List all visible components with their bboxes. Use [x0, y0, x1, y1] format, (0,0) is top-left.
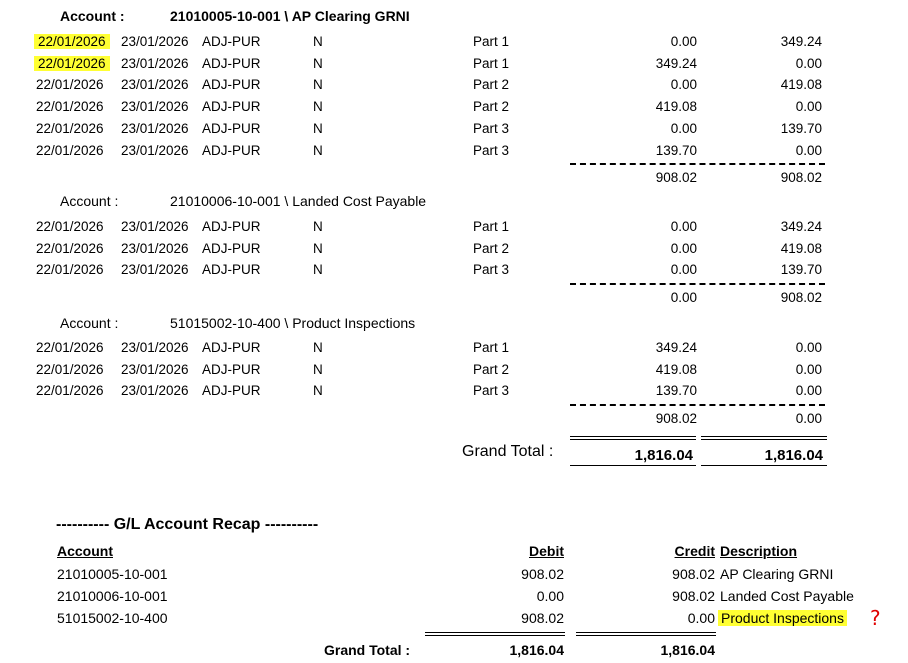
recap-header-credit: Credit [674, 543, 715, 559]
ledger-cell-date1: 22/01/2026 [36, 120, 104, 136]
grand-total-debit: 1,816.04 [634, 447, 693, 464]
ledger-cell-flag: N [313, 142, 323, 158]
ledger-cell-date2: 23/01/2026 [121, 240, 189, 256]
ledger-cell-credit: 0.00 [795, 383, 822, 399]
recap-cell-credit: 0.00 [687, 610, 715, 626]
ledger-cell-part: Part 3 [473, 120, 510, 136]
ledger-cell-date1: 22/01/2026 [36, 219, 104, 234]
ledger-cell-type: ADJ-PUR [202, 240, 261, 256]
ledger-cell-flag: N [313, 383, 323, 399]
ledger-cell-credit: 0.00 [795, 340, 822, 355]
ledger-cell-date2: 23/01/2026 [121, 361, 189, 377]
subtotal-dashed-rule [570, 163, 825, 165]
ledger-cell-date1: 22/01/2026 [36, 383, 104, 399]
recap-header-account: Account [57, 543, 113, 559]
recap-cell-account: 21010006-10-001 [57, 588, 168, 604]
grand-total-underline-credit [701, 465, 827, 466]
ledger-cell-debit: 0.00 [670, 219, 697, 234]
ledger-cell-debit: 0.00 [670, 120, 697, 136]
ledger-cell-debit: 0.00 [670, 240, 697, 256]
ledger-cell-type: ADJ-PUR [202, 142, 261, 158]
subtotal-dashed-rule [570, 404, 825, 406]
ledger-cell-type: ADJ-PUR [202, 120, 261, 136]
subtotal-credit: 908.02 [780, 170, 822, 186]
ledger-cell-type: ADJ-PUR [202, 262, 261, 278]
subtotal-debit: 908.02 [655, 170, 697, 186]
ledger-cell-date2: 23/01/2026 [121, 99, 189, 115]
ledger-cell-credit: 419.08 [780, 240, 822, 256]
ledger-cell-credit: 0.00 [795, 99, 822, 115]
subtotal-debit: 908.02 [655, 411, 697, 427]
handwritten-question-mark: ? [870, 606, 881, 630]
ledger-cell-debit: 139.70 [655, 383, 697, 399]
ledger-cell-type: ADJ-PUR [202, 55, 261, 71]
ledger-cell-date1: 22/01/2026 [36, 240, 104, 256]
ledger-cell-date2: 23/01/2026 [121, 262, 189, 278]
ledger-cell-debit: 349.24 [655, 340, 697, 355]
ledger-cell-credit: 349.24 [780, 219, 822, 234]
account-label-2: Account : [60, 193, 119, 209]
ledger-cell-part: Part 2 [473, 240, 510, 256]
recap-grand-total-label: Grand Total : [324, 642, 411, 658]
recap-grand-total-credit: 1,816.04 [660, 642, 715, 658]
ledger-cell-flag: N [313, 262, 323, 278]
ledger-cell-flag: N [313, 34, 323, 49]
ledger-cell-debit: 139.70 [655, 142, 697, 158]
ledger-cell-credit: 0.00 [795, 361, 822, 377]
ledger-cell-date1: 22/01/2026 [36, 340, 104, 355]
ledger-cell-date2: 23/01/2026 [121, 219, 189, 234]
account-title-2: 21010006-10-001 \ Landed Cost Payable [170, 193, 427, 209]
ledger-cell-part: Part 1 [473, 340, 510, 355]
ledger-cell-date2: 23/01/2026 [121, 383, 189, 399]
recap-total-rule-credit [576, 632, 716, 636]
ledger-cell-date1: 22/01/2026 [36, 361, 104, 377]
ledger-cell-date2: 23/01/2026 [121, 340, 189, 355]
ledger-cell-debit: 419.08 [655, 99, 697, 115]
grand-total-label: Grand Total : [462, 443, 554, 460]
ledger-cell-date2: 23/01/2026 [121, 142, 189, 158]
ledger-cell-type: ADJ-PUR [202, 77, 261, 93]
ledger-cell-debit: 0.00 [670, 262, 697, 278]
recap-cell-account: 51015002-10-400 [57, 610, 168, 626]
recap-cell-account: 21010005-10-001 [57, 566, 168, 582]
ledger-cell-flag: N [313, 120, 323, 136]
recap-cell-debit: 0.00 [536, 588, 564, 604]
ledger-cell-part: Part 2 [473, 361, 510, 377]
ledger-cell-credit: 139.70 [780, 120, 822, 136]
recap-grand-total-debit: 1,816.04 [509, 642, 564, 658]
ledger-cell-date1: 22/01/2026 [36, 99, 104, 115]
ledger-cell-type: ADJ-PUR [202, 34, 261, 49]
recap-cell-description: Product Inspections [718, 610, 847, 626]
recap-cell-credit: 908.02 [672, 566, 715, 582]
recap-cell-credit: 908.02 [672, 588, 715, 604]
ledger-cell-date2: 23/01/2026 [121, 77, 189, 93]
recap-cell-debit: 908.02 [521, 566, 564, 582]
ledger-cell-flag: N [313, 219, 323, 234]
ledger-cell-credit: 139.70 [780, 262, 822, 278]
recap-header-description: Description [720, 543, 798, 559]
recap-total-rule-debit [425, 632, 565, 636]
recap-cell-description: Landed Cost Payable [720, 588, 854, 604]
ledger-cell-debit: 0.00 [670, 77, 697, 93]
grand-total-underline-debit [570, 465, 696, 466]
recap-header-debit: Debit [529, 543, 564, 559]
account-title-3: 51015002-10-400 \ Product Inspections [170, 315, 416, 331]
ledger-cell-date1: 22/01/2026 [36, 77, 104, 93]
ledger-cell-debit: 419.08 [655, 361, 697, 377]
ledger-cell-part: Part 2 [473, 77, 510, 93]
ledger-cell-type: ADJ-PUR [202, 219, 261, 234]
ledger-cell-part: Part 3 [473, 383, 510, 399]
ledger-cell-date2: 23/01/2026 [121, 55, 189, 71]
grand-total-rule-credit [701, 436, 827, 440]
ledger-cell-date1: 22/01/2026 [36, 262, 104, 278]
ledger-cell-flag: N [313, 99, 323, 115]
subtotal-credit: 0.00 [795, 411, 822, 427]
grand-total-credit: 1,816.04 [764, 447, 823, 464]
ledger-cell-date1: 22/01/2026 [34, 56, 110, 71]
ledger-cell-part: Part 1 [473, 219, 510, 234]
ledger-cell-date1: 22/01/2026 [34, 34, 110, 49]
ledger-cell-type: ADJ-PUR [202, 383, 261, 399]
ledger-cell-part: Part 3 [473, 262, 510, 278]
ledger-cell-type: ADJ-PUR [202, 340, 261, 355]
ledger-cell-part: Part 1 [473, 55, 510, 71]
ledger-cell-date2: 23/01/2026 [121, 120, 189, 136]
ledger-cell-date1: 22/01/2026 [36, 142, 104, 158]
account-label-3: Account : [60, 315, 119, 331]
subtotal-dashed-rule [570, 283, 825, 285]
subtotal-credit: 908.02 [780, 290, 822, 306]
subtotal-debit: 0.00 [670, 290, 697, 306]
ledger-cell-type: ADJ-PUR [202, 361, 261, 377]
ledger-cell-debit: 349.24 [655, 55, 697, 71]
account-label-1: Account : [60, 8, 125, 24]
recap-cell-debit: 908.02 [521, 610, 564, 626]
ledger-cell-credit: 0.00 [795, 142, 822, 158]
recap-title: ---------- G/L Account Recap ---------- [56, 516, 319, 533]
ledger-cell-part: Part 1 [473, 34, 510, 49]
ledger-cell-flag: N [313, 77, 323, 93]
ledger-cell-flag: N [313, 340, 323, 355]
ledger-cell-flag: N [313, 361, 323, 377]
ledger-cell-flag: N [313, 55, 323, 71]
ledger-cell-flag: N [313, 240, 323, 256]
ledger-cell-credit: 419.08 [780, 77, 822, 93]
ledger-cell-credit: 0.00 [795, 55, 822, 71]
ledger-cell-date2: 23/01/2026 [121, 34, 189, 49]
ledger-cell-type: ADJ-PUR [202, 99, 261, 115]
ledger-cell-part: Part 3 [473, 142, 510, 158]
recap-cell-description: AP Clearing GRNI [720, 566, 834, 582]
ledger-cell-debit: 0.00 [670, 34, 697, 49]
ledger-cell-part: Part 2 [473, 99, 510, 115]
grand-total-rule-debit [570, 436, 696, 440]
ledger-cell-credit: 349.24 [780, 34, 822, 49]
account-title-1: 21010005-10-001 \ AP Clearing GRNI [170, 8, 410, 24]
